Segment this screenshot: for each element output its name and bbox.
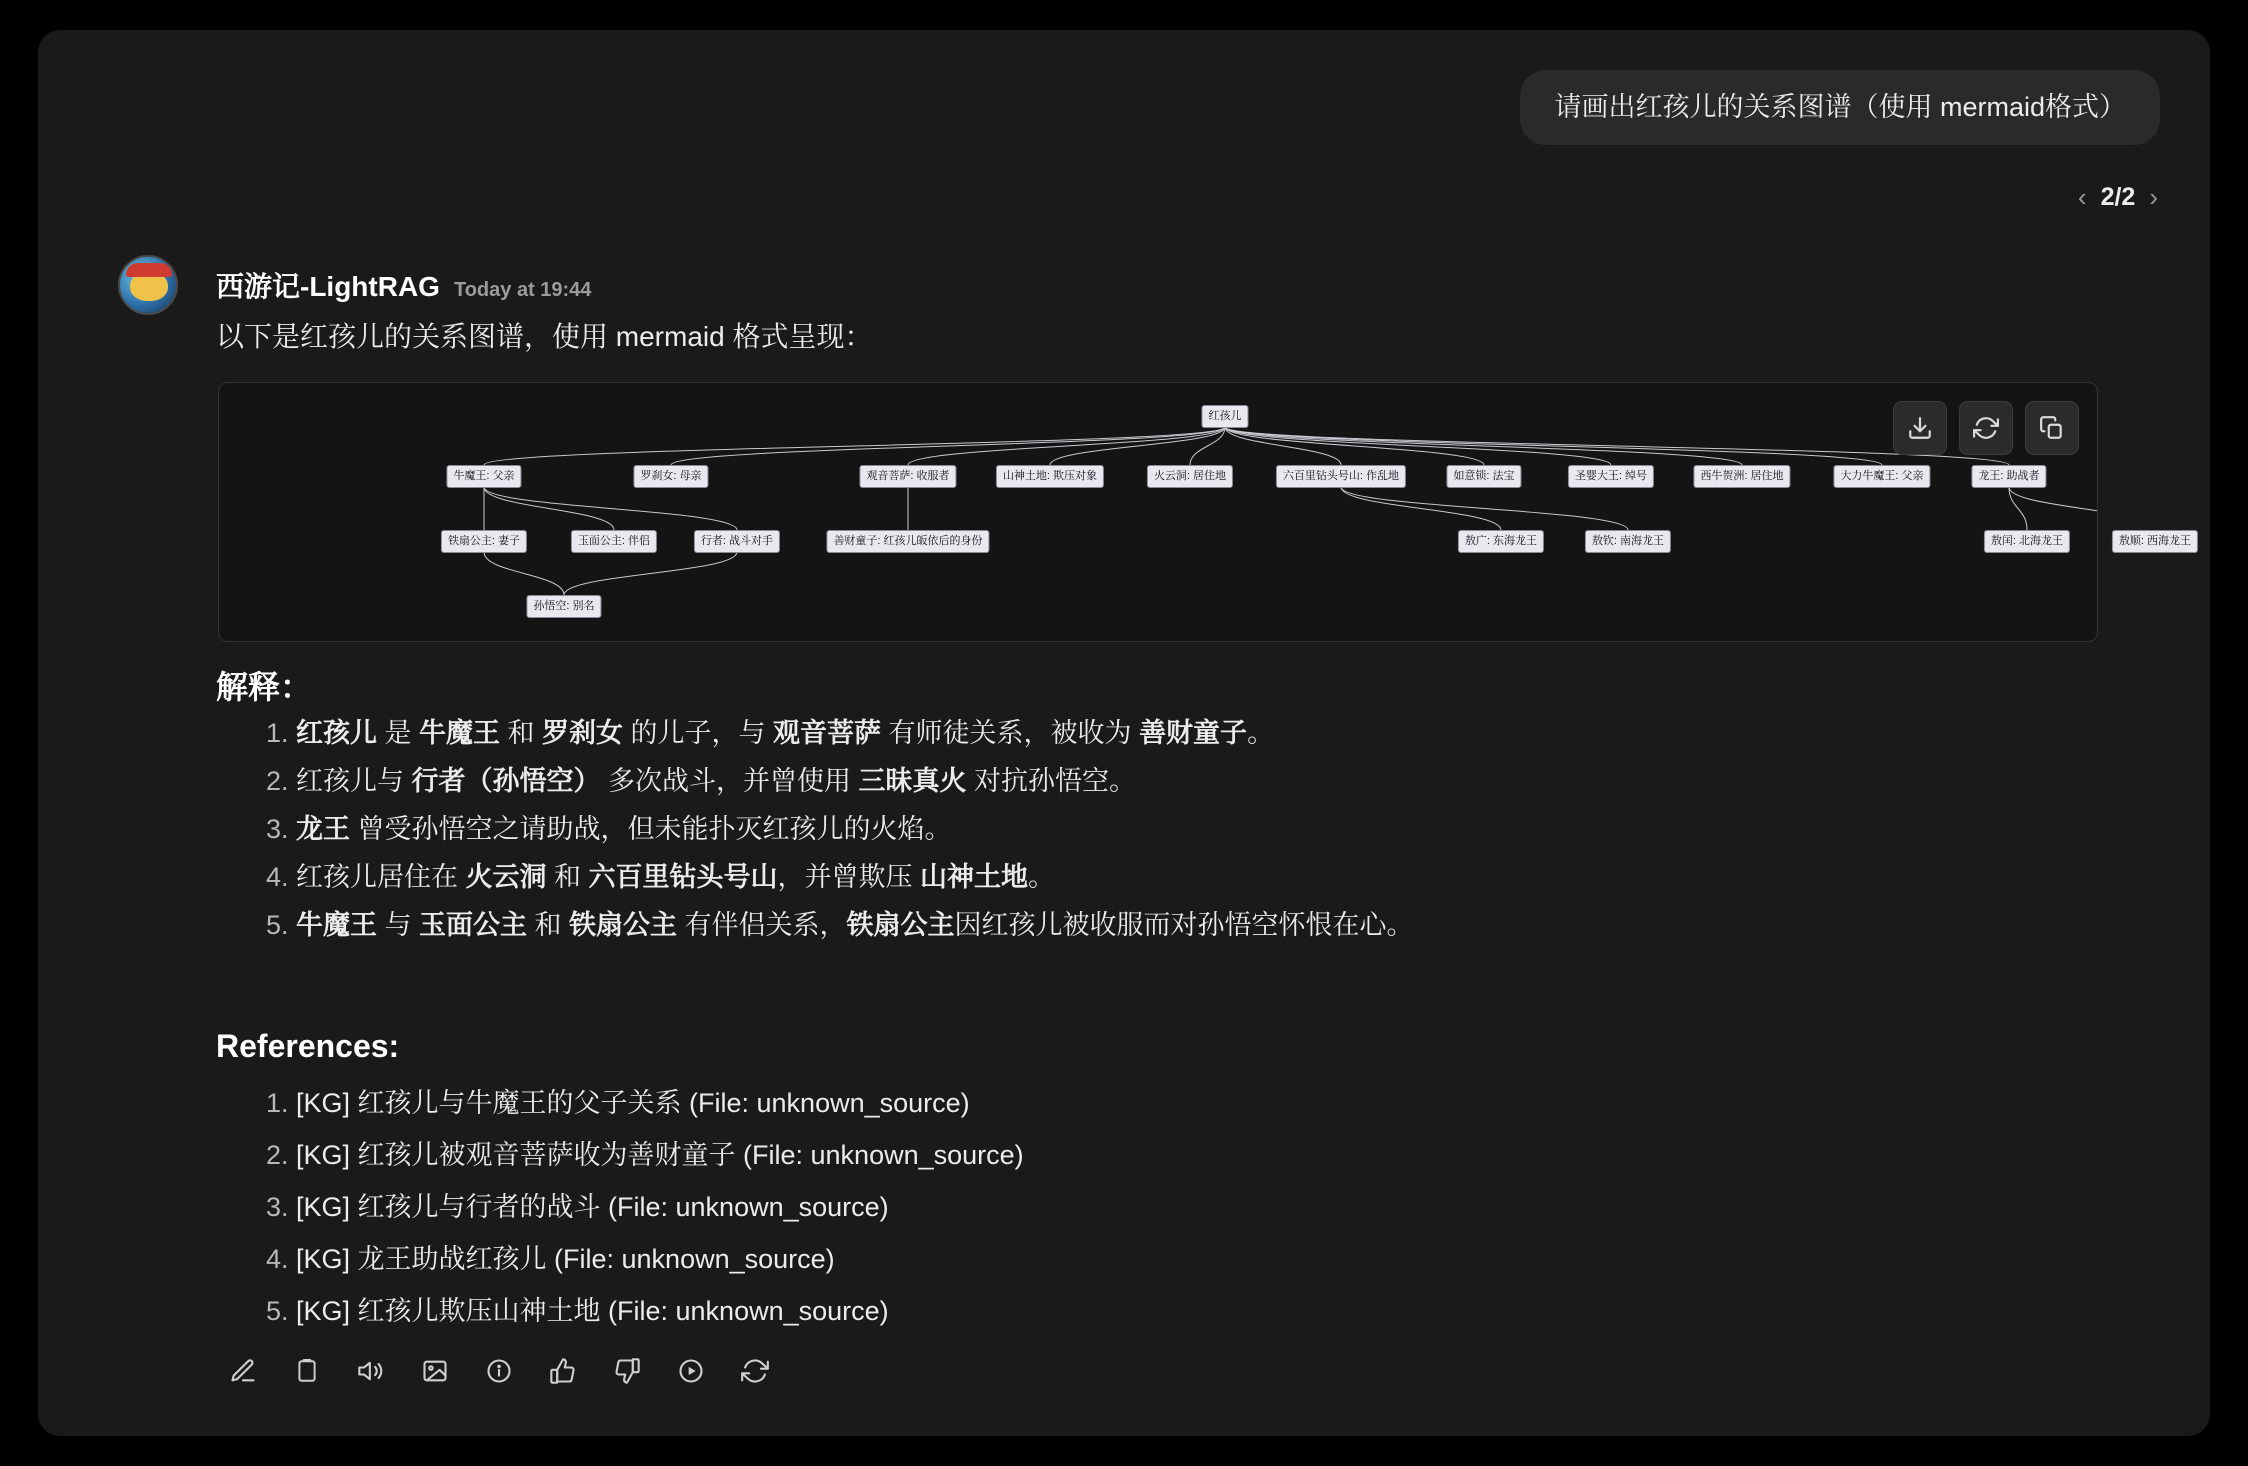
- message-author: 西游记-LightRAG: [216, 271, 440, 302]
- avatar-hat: [126, 263, 172, 277]
- graph-node: 善财童子: 红孩儿皈依后的身份: [826, 530, 989, 553]
- explanation-title: 解释：: [216, 669, 313, 705]
- graph-node: 西牛贺洲: 居住地: [1693, 465, 1790, 488]
- graph-node: 火云洞: 居住地: [1147, 465, 1233, 488]
- message-header: [216, 265, 591, 305]
- graph-node: 如意锁: 法宝: [1446, 465, 1521, 488]
- graph-node: 敖广: 东海龙王: [1458, 530, 1544, 553]
- message-timestamp: Today at 19:44: [453, 279, 592, 301]
- chat-panel: [38, 30, 2210, 1436]
- refresh-icon[interactable]: [1959, 401, 2013, 455]
- graph-node: 六百里钻头号山: 作乱地: [1276, 465, 1406, 488]
- graph-node: 圣婴大王: 绰号: [1568, 465, 1654, 488]
- graph-node: 行者: 战斗对手: [694, 530, 780, 553]
- copy-icon[interactable]: [288, 1352, 326, 1390]
- list-item: 1. [KG] 红孩儿与牛魔王的父子关系 (File: unknown_source): [296, 1090, 1024, 1117]
- play-icon[interactable]: [672, 1352, 710, 1390]
- graph-node: 敖闰: 北海龙王: [1984, 530, 2070, 553]
- list-item: 1. 红孩儿 是 牛魔王 和 罗刹女 的儿子，与 观音菩萨 有师徒关系，被收为 善财童子。: [296, 720, 1414, 747]
- mermaid-graph: [219, 383, 2192, 641]
- references-title: References:: [216, 1028, 400, 1064]
- response-pager: [2078, 182, 2158, 213]
- prev-response-button[interactable]: ‹: [2077, 182, 2087, 212]
- download-icon[interactable]: [1893, 401, 1947, 455]
- graph-node: 孙悟空: 别名: [526, 595, 601, 618]
- user-message-text: 请画出红孩儿的关系图谱（使用 mermaid格式）: [1554, 92, 2126, 122]
- copy-icon[interactable]: [2025, 401, 2079, 455]
- graph-node: 铁扇公主: 妻子: [441, 530, 527, 553]
- info-icon[interactable]: [480, 1352, 518, 1390]
- avatar: [118, 255, 178, 315]
- graph-node: 敖顺: 西海龙王: [2112, 530, 2198, 553]
- explanation-list: [226, 720, 1414, 960]
- mermaid-edges: [219, 383, 2097, 641]
- references-list: [226, 1090, 1024, 1350]
- list-item: 2. 红孩儿与 行者（孙悟空） 多次战斗，并曾使用 三昧真火 对抗孙悟空。: [296, 768, 1414, 795]
- list-item: 4. [KG] 龙王助战红孩儿 (File: unknown_source): [296, 1246, 1024, 1273]
- graph-node: 大力牛魔王: 父亲: [1833, 465, 1930, 488]
- image-icon[interactable]: [416, 1352, 454, 1390]
- graph-node: 山神土地: 欺压对象: [996, 465, 1104, 488]
- graph-node: 罗刹女: 母亲: [633, 465, 708, 488]
- speaker-icon[interactable]: [352, 1352, 390, 1390]
- list-item: 5. 牛魔王 与 玉面公主 和 铁扇公主 有伴侣关系，铁扇公主因红孩儿被收服而对孙悟空怀恨在心。: [296, 912, 1414, 939]
- list-item: 2. [KG] 红孩儿被观音菩萨收为善财童子 (File: unknown_source): [296, 1142, 1024, 1169]
- list-item: 3. [KG] 红孩儿与行者的战斗 (File: unknown_source): [296, 1194, 1024, 1221]
- regenerate-icon[interactable]: [736, 1352, 774, 1390]
- user-message-bubble: [1520, 70, 2160, 145]
- list-item: 3. 龙王 曾受孙悟空之请助战，但未能扑灭红孩儿的火焰。: [296, 816, 1414, 843]
- list-item: 5. [KG] 红孩儿欺压山神土地 (File: unknown_source): [296, 1298, 1024, 1325]
- edit-icon[interactable]: [224, 1352, 262, 1390]
- graph-node: 牛魔王: 父亲: [446, 465, 521, 488]
- next-response-button[interactable]: ›: [2149, 182, 2158, 212]
- message-intro: 以下是红孩儿的关系图谱，使用 mermaid 格式呈现：: [216, 321, 873, 352]
- graph-node: 红孩儿: [1202, 405, 1249, 428]
- mermaid-diagram-card: [218, 382, 2192, 642]
- response-count: 2/2: [2100, 183, 2136, 211]
- graph-node: 观音菩萨: 收服者: [859, 465, 956, 488]
- message-action-row: [224, 1352, 774, 1390]
- thumbs-up-icon[interactable]: [544, 1352, 582, 1390]
- list-item: 4. 红孩儿居住在 火云洞 和 六百里钻头号山，并曾欺压 山神土地。: [296, 864, 1414, 891]
- graph-node: 玉面公主: 伴侣: [571, 530, 657, 553]
- graph-node: 敖钦: 南海龙王: [1585, 530, 1671, 553]
- graph-node: 龙王: 助战者: [1971, 465, 2046, 488]
- diagram-toolbar: [1893, 401, 2079, 455]
- thumbs-down-icon[interactable]: [608, 1352, 646, 1390]
